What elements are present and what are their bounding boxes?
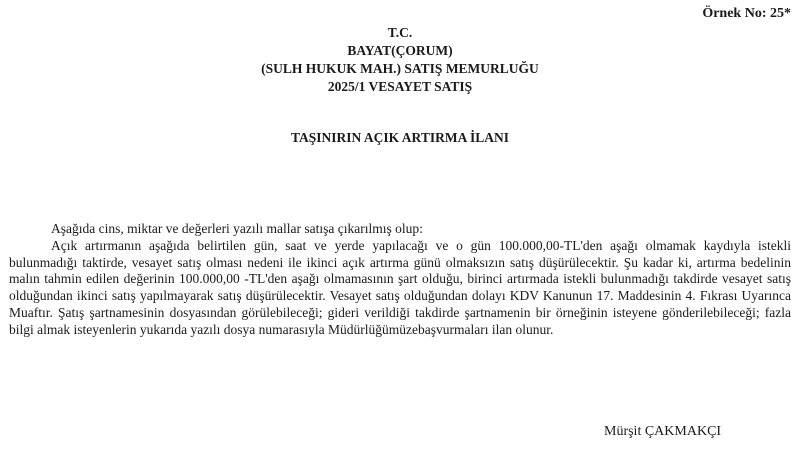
document-header (0, 24, 800, 96)
intro-paragraph: Aşağıda cins, miktar ve değerleri yazılı mallar satışa çıkarılmış olup: (51, 221, 423, 236)
document-title: TAŞINIRIN AÇIK ARTIRMA İLANI (291, 130, 509, 145)
main-paragraph: Açık artırmanın aşağıda belirtilen gün, saat ve yerde yapılacağı ve o gün 100.000,00-TL'den aşağı olmamak kaydıyla istekli bulunmadığı taktirde, vesayet satış olması nedeni ile ikinci açık artırma günü olmaksızın satış düşürülecektir. Şu kadar ki, artırma bedelinin malın tahmin edilen değerinin 100.000,00 -TL'den aşağı olmamasının şart olduğu, birinci artırmada istekli bulunmadığı takdirde vesayet satış olduğundan ikinci satış yapılmayarak satış düşürülecektir. Vesayet satış olduğundan dolayı KDV Kanunun 17. Maddesinin 4. Fıkrası Uyarınca Muaftır. Şatış şartnamesinin dosyasından görülebileceği; gideri verildiği takdirde şartnamenin bir örneğinin isteyene gönderilebileceği; fazla bilgi almak isteyenlerin yukarıda yazılı dosya numarasıyla Müdürlüğümüzebaşvurmaları ilan olunur. (9, 237, 791, 337)
form-number: Örnek No: 25* (702, 6, 791, 21)
header-line-location: BAYAT(ÇORUM) (347, 43, 453, 58)
header-line-office: (SULH HUKUK MAH.) SATIŞ MEMURLUĞU (261, 61, 539, 76)
document-body (9, 221, 791, 339)
signature-name: Mürşit ÇAKMAKÇI (604, 424, 722, 439)
header-line-tc: T.C. (387, 25, 413, 40)
header-line-file-number: 2025/1 VESAYET SATIŞ (327, 79, 473, 94)
signature-block (604, 420, 721, 444)
